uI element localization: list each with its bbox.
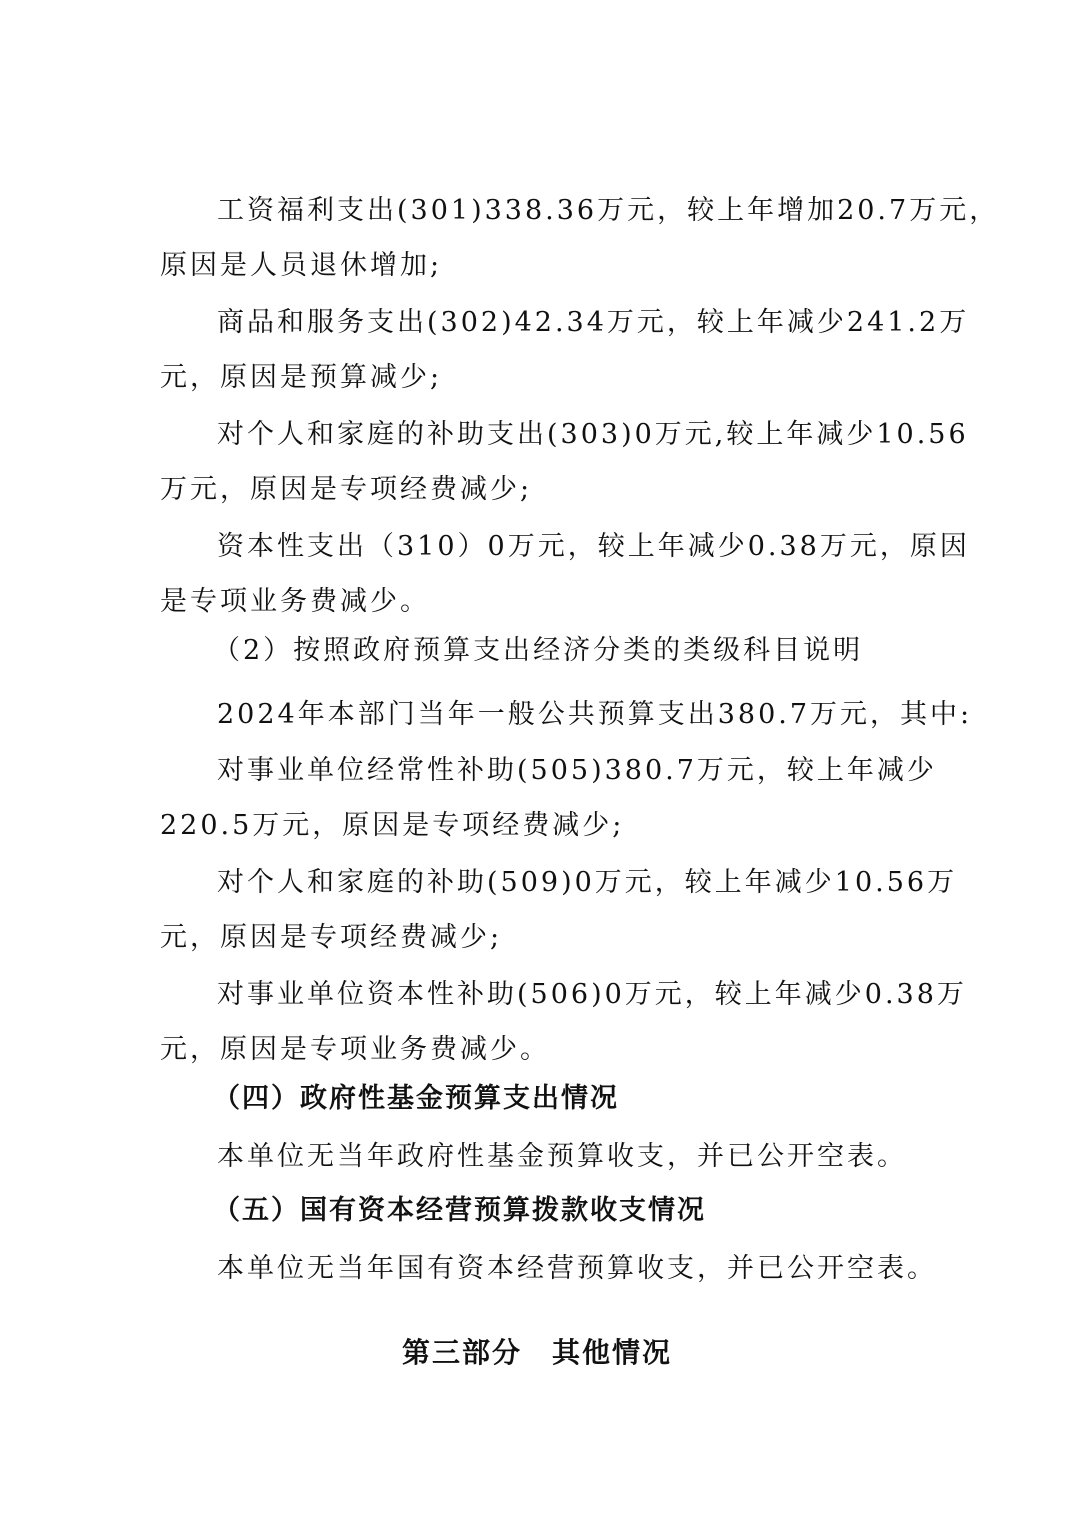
paragraph-government-fund-body: 本单位无当年政府性基金预算收支，并已公开空表。	[217, 1141, 907, 1172]
paragraph-household-subsidy-line1: 对个人和家庭的补助(509)0万元，较上年减少10.56万	[217, 867, 958, 898]
heading-state-capital: （五）国有资本经营预算拨款收支情况	[213, 1195, 706, 1226]
paragraph-capital-subsidy-line2: 元，原因是专项业务费减少。	[160, 1034, 550, 1065]
paragraph-goods-services-line2: 元，原因是预算减少;	[160, 362, 443, 393]
paragraph-personal-subsidy-line1: 对个人和家庭的补助支出(303)0万元,较上年减少10.56	[217, 419, 969, 450]
part-three-title: 第三部分 其他情况	[401, 1336, 672, 1369]
paragraph-wage-welfare-line2: 原因是人员退休增加;	[160, 250, 443, 281]
paragraph-total-expenditure: 2024年本部门当年一般公共预算支出380.7万元，其中:	[217, 699, 973, 730]
paragraph-institution-subsidy-line1: 对事业单位经常性补助(505)380.7万元，较上年减少	[217, 755, 937, 786]
paragraph-household-subsidy-line2: 元，原因是专项经费减少;	[160, 922, 503, 953]
paragraph-goods-services-line1: 商品和服务支出(302)42.34万元，较上年减少241.2万	[217, 307, 970, 338]
paragraph-wage-welfare-line1: 工资福利支出(301)338.36万元，较上年增加20.7万元，	[217, 195, 1000, 226]
paragraph-capital-subsidy-line1: 对事业单位资本性补助(506)0万元，较上年减少0.38万	[217, 979, 967, 1010]
paragraph-state-capital-body: 本单位无当年国有资本经营预算收支，并已公开空表。	[217, 1253, 937, 1284]
subheading-economic-classification: （2）按照政府预算支出经济分类的类级科目说明	[213, 635, 864, 666]
paragraph-personal-subsidy-line2: 万元，原因是专项经费减少;	[160, 474, 533, 505]
paragraph-capital-expense-line1: 资本性支出（310）0万元，较上年减少0.38万元，原因	[217, 531, 970, 562]
heading-government-fund: （四）政府性基金预算支出情况	[213, 1083, 619, 1114]
paragraph-capital-expense-line2: 是专项业务费减少。	[160, 586, 430, 617]
paragraph-institution-subsidy-line2: 220.5万元，原因是专项经费减少;	[160, 810, 625, 841]
